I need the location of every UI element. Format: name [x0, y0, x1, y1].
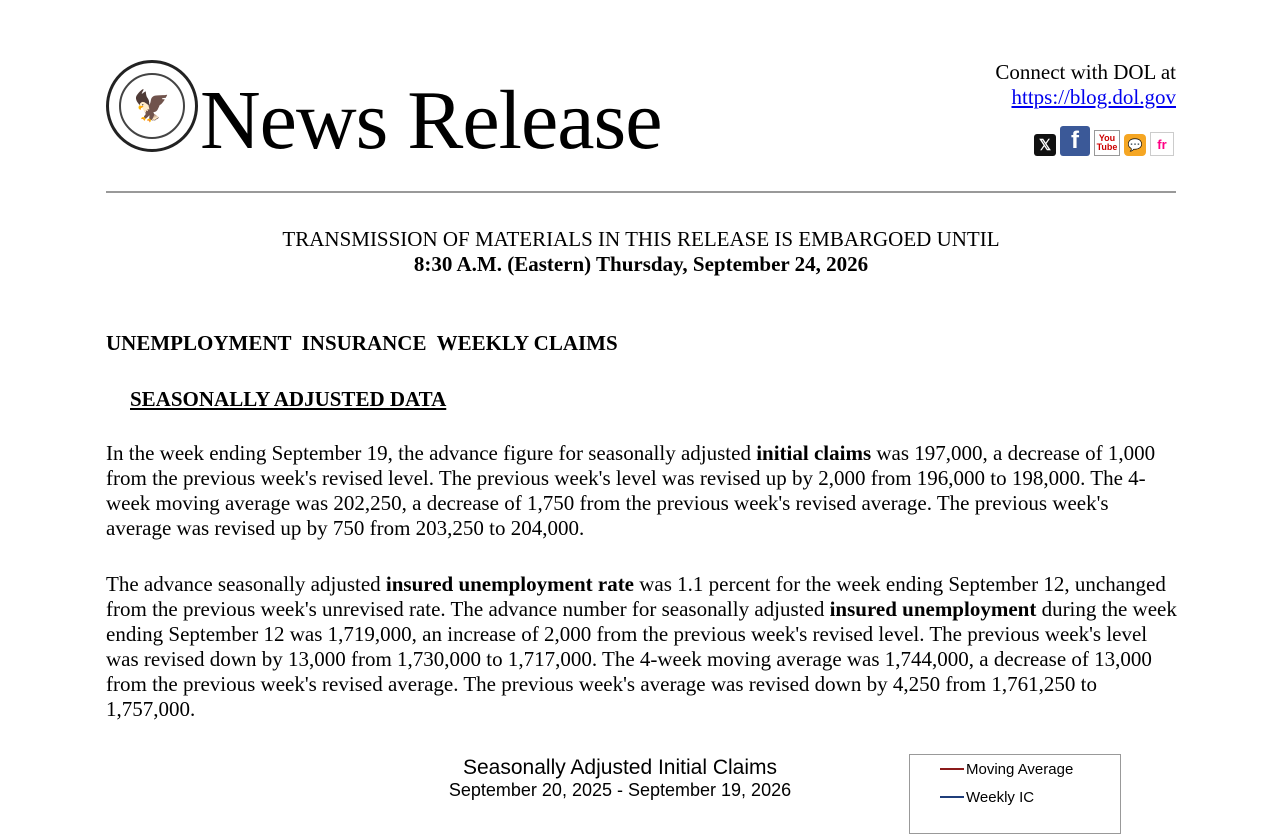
subsection-heading: SEASONALLY ADJUSTED DATA — [130, 387, 447, 411]
legend-item-weekly — [910, 783, 1120, 811]
initial-claims-term: initial claims — [756, 441, 872, 465]
initial-claims-paragraph — [106, 441, 1178, 541]
connect-label: Connect with DOL at — [995, 60, 1176, 84]
embargo-line2: 8:30 A.M. (Eastern) Thursday, September 24, 2026 — [413, 252, 869, 276]
embargo-line1: TRANSMISSION OF MATERIALS IN THIS RELEASE IS EMBARGOED UNTIL — [282, 227, 1000, 251]
legend-label-weekly: Weekly IC — [966, 788, 1035, 806]
legend-item-moving-average — [910, 755, 1120, 783]
para1-text-a: In the week ending September 19, the advance figure for seasonally adjusted — [106, 441, 757, 465]
weekly-swatch — [940, 796, 964, 798]
insured-unemployment-term: insured unemployment — [829, 597, 1037, 621]
youtube-icon-bottom: Tube — [1096, 142, 1118, 152]
eagle-icon: 🦅 — [119, 73, 185, 139]
dol-seal-logo — [106, 60, 198, 152]
youtube-icon-top: You — [1098, 133, 1116, 143]
section-heading: UNEMPLOYMENT INSURANCE WEEKLY CLAIMS — [106, 331, 618, 355]
blog-icon[interactable]: 💬 — [1124, 134, 1146, 156]
header-divider — [106, 191, 1176, 193]
connect-block — [995, 60, 1176, 110]
social-icons — [1034, 126, 1174, 156]
page-header — [106, 56, 1176, 176]
blog-link[interactable]: https://blog.dol.gov — [1011, 85, 1176, 109]
facebook-icon[interactable]: f — [1060, 126, 1090, 156]
chart-title: Seasonally Adjusted Initial Claims — [463, 756, 777, 779]
x-icon[interactable]: 𝕏 — [1034, 134, 1056, 156]
embargo-notice — [106, 227, 1176, 277]
chart-legend — [909, 754, 1121, 834]
legend-label-moving-average: Moving Average — [966, 760, 1074, 778]
insured-unemployment-rate-term: insured unemployment rate — [385, 572, 635, 596]
para2-text-c: was 1.1 percent for the week ending September 12, unchanged from the previous week's unrevised rate. The advance number for seasonally adjusted — [106, 572, 1166, 621]
para2-text-e: during the week ending September 12 was 1,719,000, an increase of 2,000 from the previous week's revised level. The previous week's level was revised down by 13,000 from 1,730,000 to 1,717,000. The 4-week moving average was 1,744,000, a decrease of 13,000 from the previous week's revised average. The previous week's average was revised down by 4,250 from 1,761,250 to 1,757,000. — [106, 597, 1177, 721]
chart-subtitle: September 20, 2025 - September 19, 2026 — [448, 780, 792, 800]
para2-text-a: The advance seasonally adjusted — [106, 572, 386, 596]
moving-average-swatch — [940, 768, 964, 770]
chart-header — [380, 756, 860, 802]
flickr-icon[interactable]: fr — [1150, 132, 1174, 156]
youtube-icon[interactable] — [1094, 130, 1120, 156]
insured-unemployment-paragraph — [106, 572, 1178, 722]
para1-text-c: was 197,000, a decrease of 1,000 from the previous week's revised level. The previous week's level was revised up by 2,000 from 196,000 to 198,000. The 4-week moving average was 202,250, a decrease of 1,750 from the previous week's revised average. The previous week's average was revised up by 750 from 203,250 to 204,000. — [106, 441, 1156, 540]
page-title: News Release — [200, 74, 662, 167]
